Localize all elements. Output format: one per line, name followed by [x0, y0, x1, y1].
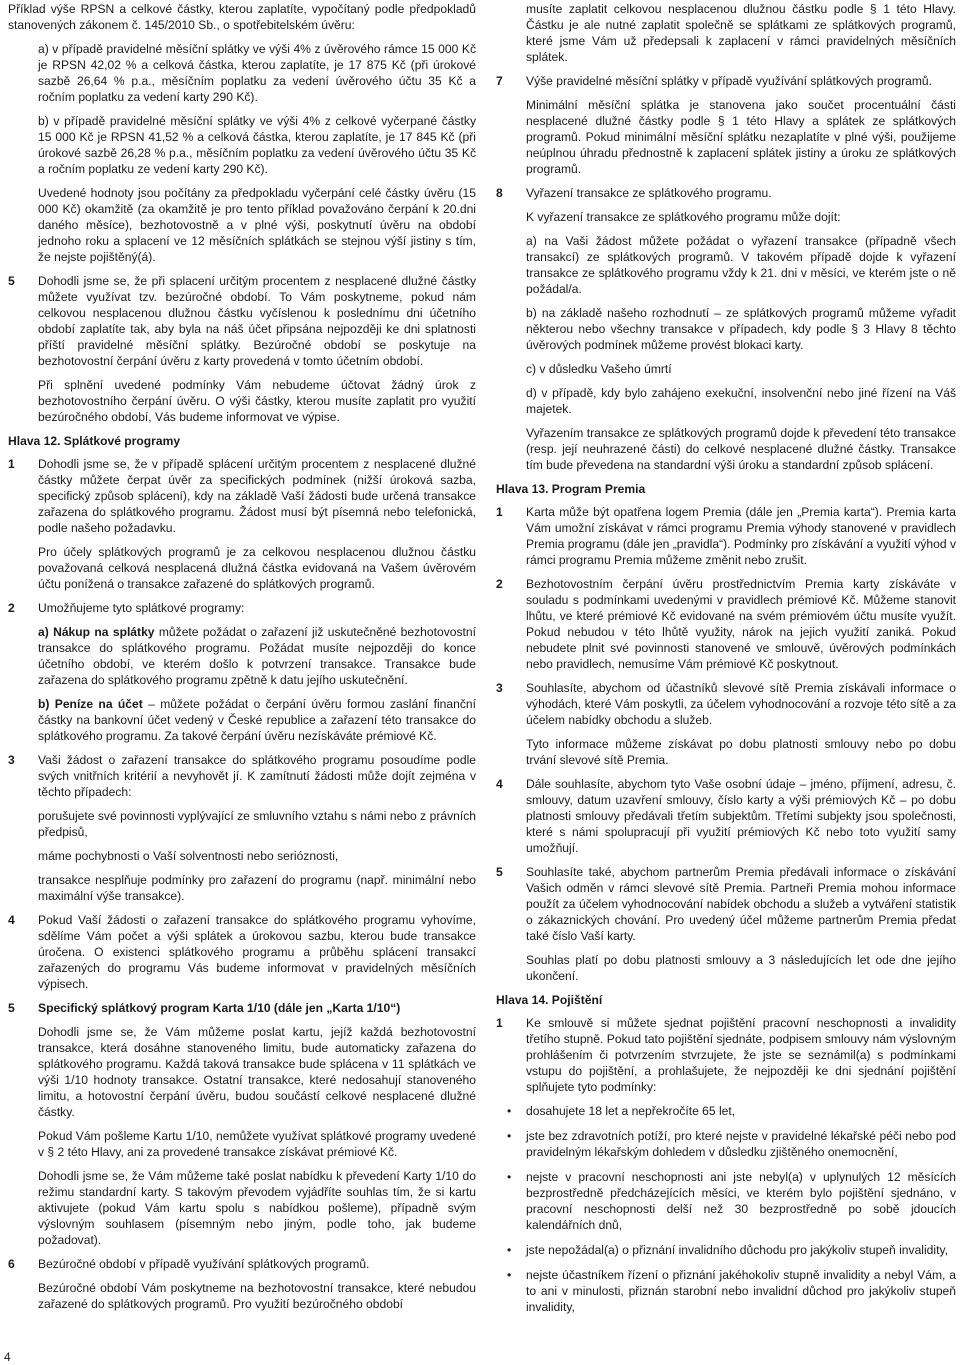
section-3-paragraph: Tyto informace můžeme získávat po dobu platnosti smlouvy nebo po dobu trvání slevové sítě Premia. — [526, 737, 956, 767]
h13-section-1 — [496, 504, 956, 568]
condition-text: jste nepožádal(a) o přiznání invalidního důchodu pro jakýkoliv stupeň invalidity, — [526, 1243, 948, 1257]
section-text: Umožňujeme tyto splátkové programy: — [38, 601, 245, 615]
intro-paragraph: Příklad výše RPSN a celkové částky, kterou zaplatíte, vypočítaný podle předpokladů stanovených zákonem č. 145/2010 Sb., o spotřebitelském úvěru: — [8, 2, 476, 32]
example-b: b) v případě pravidelné měsíční splátky ve výši 4% z celkové vyčerpané částky 15 000 Kč je RPSN 41,52 % a celková částka, kterou zaplatíte, je 17 845 Kč (při úrokové sazbě 26,28 % p.a., měsíčním poplatku za vedení úvěrového účtu 35 Kč a ročním poplatku ze vedení karty 290 Kč). — [38, 114, 476, 176]
chapter-14-heading: Hlava 14. Pojištění — [496, 993, 603, 1007]
condition-text: dosahujete 18 let a nepřekročíte 65 let, — [526, 1104, 736, 1118]
section-number: 1 — [496, 1016, 503, 1030]
rejection-reason: máme pochybnosti o Vaší solventnosti nebo serióznosti, — [38, 849, 339, 863]
section-number: 1 — [496, 505, 503, 519]
section-number: 2 — [496, 577, 503, 591]
values-note: Uvedené hodnoty jsou počítány za předpokladu vyčerpání celé částky úvěru (15 000 Kč) okamžitě (za okamžitě je pro tento příklad považováno čerpání k 20.dni daného měsíce), bezhotovostně a v plné výši, poskytnutí úvěru na období jednoho roku a splacení ve 12 měsíčních splátkách se stejnou výší jistiny s tím, že nejste pojištěný(á). — [38, 186, 476, 264]
section-number: 8 — [496, 186, 503, 200]
h12-section-7 — [496, 73, 956, 89]
right-column — [496, 1, 956, 1324]
section-text: Bezhotovostním čerpání úvěru prostřednictvím Premia karty získáváte v souladu s podmínkami uvedenými v pravidlech prémiové Kč. Můžeme stanovit lhůtu, ve které prémiové Kč evidované na svém prémiovém účtu musíte využít. Pokud nebudou v této lhůtě využity, nárok na jejich využití zaniká. Pokud nebudete plnit své povinnosti stanovené ve smlouvě, úvěrových podmínkách nebo pravidlech, nemusíme Vám prémiové Kč poskytnout. — [526, 577, 956, 671]
condition-text: jste bez zdravotních potíží, pro které nejste v pravidelné lékařské péči nebo pod pravidelným lékařským dohledem v důsledku zjištěného onemocnění, — [526, 1129, 956, 1159]
h12-section-2 — [8, 600, 476, 616]
program-a — [8, 624, 476, 688]
section-number: 5 — [496, 865, 503, 879]
section-text: Dohodli jsme se, že při splacení určitým procentem z nesplacené dlužné částky můžete využívat tzv. bezúročné období. To Vám poskytneme, pokud nám celkovou nesplacenou dlužnou částku vyčíslenou k poslednímu dni účetního období zaplatíte tak, aby byla na náš účet připsána nejpozději ke dni splatnosti příští pravidelné měsíční splátky. Bezúročné období se poskytuje na bezhotovostní čerpání úvěru z karty provedená v tomto účetním období. — [38, 274, 476, 368]
removal-case: b) na základě našeho rozhodnutí – ze splátkových programů můžeme vyřadit některou nebo všechny transakce v případech, kdy podle § 3 Hlavy 8 těchto úvěrových podmínek můžeme provést blokaci karty. — [526, 306, 956, 352]
h13-section-3 — [496, 680, 956, 728]
condition-item — [496, 1128, 956, 1160]
bullet-icon: • — [507, 1129, 512, 1143]
section-7-paragraph: Minimální měsíční splátka je stanovena jako součet procentuální části nesplacené dlužné částky podle § 1 této Hlavy a splátek ze splátkových programů. Pokud minimální měsíční splátku nezaplatíte v plné výši, použijeme neúplnou úhradu přednostně k zaplacení splátek jistiny a úroku ze splátkových programů. — [526, 98, 956, 176]
section-8-paragraph: K vyřazení transakce ze splátkového programu může dojít: — [526, 210, 841, 224]
removal-case: a) na Vaši žádost můžete požádat o vyřazení transakce (případně všech transakcí) ze splátkových programů. V takovém případě dojde k vyřazení transakce ze splátkového programu vždy k 21. dni v měsíci, ve kterém jste o ně požádal/a. — [526, 234, 956, 296]
h12-section-6 — [8, 1256, 476, 1272]
h12-section-1 — [8, 456, 476, 536]
section-5-paragraph: Při splnění uvedené podmínky Vám nebudeme účtovat žádný úrok z bezhotovostního čerpání úvěru. O výši částky, kterou musíte zaplatit pro využití bezúročného období, Vás budeme informovat ve výpise. — [38, 378, 476, 424]
karta-paragraph: Dohodli jsme se, že Vám můžeme poslat kartu, jejíž každá bezhotovostní transakce, která dosáhne stanoveného limitu, bude automaticky zařazena do splátkového programu. Každá taková transakce bude splácena v 11 splátkách ve výši 1/10 hodnoty transakce. Ostatní transakce, které nedosahují stanoveného limitu, a hotovostní čerpání úvěru, budou součástí celkové nesplacené dlužné částky. — [38, 1025, 476, 1119]
section-number: 5 — [8, 274, 15, 288]
h12-section-1-paragraph: Pro účely splátkových programů je za celkovou nesplacenou dlužnou částku považovaná celková nesplacená dlužná částka evidovaná na Vašem úvěrovém účtu ponížená o transakce zařazené do splátkových programů. — [38, 545, 476, 591]
karta-paragraph: Dohodli jsme se, že Vám můžeme také poslat nabídku k převedení Karty 1/10 do režimu standardní karty. S takovým převodem vyjádříte souhlas tím, že si kartu aktivujete (pokud Vám kartu spolu s nabídkou pošleme), případně svým výslovným souhlasem (písemným nebo jiným, podle toho, jak budeme požadovat). — [38, 1169, 476, 1247]
program-b-text: – můžete požádat o čerpání úvěru formou zaslání finanční částky na bankovní účet vedený v České republice a zařazení této transakce do splátkového programu. Za takové čerpání úvěru nezískáváte prémiové Kč. — [38, 697, 476, 743]
h12-section-4 — [8, 912, 476, 992]
program-b — [8, 696, 476, 744]
chapter-13-heading: Hlava 13. Program Premia — [496, 482, 646, 496]
condition-text: nejste v pracovní neschopnosti ani jste nebyl(a) v uplynulých 12 měsících bezprostředně předcházejících měsíci, ve kterém bylo pojištění sjednáno, v pracovní neschopnosti delší než 30 bezprostředně po sobě jdoucích kalendářních dnů, — [526, 1170, 956, 1232]
section-6-paragraph: Bezúročné období Vám poskytneme na bezhotovostní transakce, které nebudou zařazené do splátkových programů. Pro využití bezúročného období — [38, 1281, 476, 1311]
program-b-title: b) Peníze na účet — [38, 697, 143, 711]
condition-item — [496, 1103, 956, 1119]
h12-section-3 — [8, 752, 476, 800]
h13-section-2 — [496, 576, 956, 672]
section-text: Dohodli jsme se, že v případě splácení určitým procentem z nesplacené dlužné částky můžete čerpat úvěr za specifických podmínek (nižší úroková sazba, specifický způsob splácení), kdy na základě Vaší žádosti bude určená transakce zařazena do splátkového programu. Žádost musí být písemná nebo telefonická, podle našeho požadavku. — [38, 457, 476, 535]
bullet-icon: • — [507, 1268, 512, 1282]
section-number: 3 — [496, 681, 503, 695]
section-5-paragraph: Souhlas platí po dobu platnosti smlouvy a 3 následujících let ode dne jejího ukončení. — [526, 953, 956, 983]
section-number: 4 — [496, 777, 503, 791]
section-text: Vaši žádost o zařazení transakce do splátkového programu posoudíme podle svých vnitřních kritérií a nevyhovět jí. K zamítnutí žádosti může dojít zejména v těchto případech: — [38, 753, 476, 799]
bullet-icon: • — [507, 1170, 512, 1184]
section-text: Vyřazení transakce ze splátkového programu. — [526, 186, 772, 200]
bullet-icon: • — [507, 1243, 512, 1257]
section-8-closing: Vyřazením transakce ze splátkových programů dojde k převedení této transakce (resp. její neuhrazené části) do celkové nesplacené dlužné částky. Transakce tím bude převedena na standardní výši úroku a standardní způsob splácení. — [526, 426, 956, 472]
h12-section-5 — [8, 1000, 476, 1016]
program-a-text: můžete požádat o zařazení již uskutečněné bezhotovostní transakce do splátkového programu. Požádat musíte nejpozději do konce účetního období, ve kterém došlo k potvrzení transakce. Transakce bude zařazena do splátkového programu zpětně k datu jejího uskutečnění. — [38, 625, 476, 687]
section-number: 4 — [8, 913, 15, 927]
rejection-reason: transakce nesplňuje podmínky pro zařazení do programu (např. minimální nebo maximální výše transakce). — [38, 873, 476, 903]
h12-section-8 — [496, 185, 956, 201]
continued-paragraph: musíte zaplatit celkovou nesplacenou dlužnou částku podle § 1 této Hlavy. Částku je ale nutné zaplatit společně se splátkami ze splátkových programů, které jsme Vám už předepsali k zaplacení v rámci pravidelných měsíčních splátek. — [526, 2, 956, 64]
section-number: 2 — [8, 601, 15, 615]
section-text: Karta může být opatřena logem Premia (dále jen „Premia karta“). Premia karta Vám umožní získávat v rámci programu Premia výhody stanovené v pravidlech Premia programu (dále jen „pravidla“). Podmínky pro získávání a využití výhod v rámci programu Premia můžeme změnit nebo zrušit. — [526, 505, 956, 567]
section-number: 6 — [8, 1257, 15, 1271]
section-text: Bezúročné období v případě využívání splátkových programů. — [38, 1257, 370, 1271]
page-number: 4 — [4, 1350, 11, 1364]
condition-item — [496, 1169, 956, 1233]
section-number: 3 — [8, 753, 15, 767]
section-title: Specifický splátkový program Karta 1/10 (dále jen „Karta 1/10“) — [38, 1001, 401, 1015]
condition-item — [496, 1267, 956, 1315]
condition-item — [496, 1242, 956, 1258]
karta-paragraph: Pokud Vám pošleme Kartu 1/10, nemůžete využívat splátkové programy uvedené v § 2 této Hlavy, ani za provedené transakce získávat prémiové Kč. — [38, 1129, 476, 1159]
left-column — [8, 1, 476, 1320]
section-text: Pokud Vaší žádosti o zařazení transakce do splátkového programu vyhovíme, sdělíme Vám počet a výši splátek a úrokovou sazbu, kterou bude transakce úročena. O existenci splátkového programu a průběhu splácení transakcí zařazených do programu Vás budeme informovat v pravidelných měsíčních výpisech. — [38, 913, 476, 991]
section-text: Souhlasíte, abychom od účastníků slevové sítě Premia získávali informace o výhodách, které Vám poskytli, za účelem vyhodnocování a rozvoje této sítě a za účelem nabídky obchodu a služeb. — [526, 681, 956, 727]
removal-case: d) v případě, kdy bylo zahájeno exekuční, insolvenční nebo jiné řízení na Váš majetek. — [526, 386, 956, 416]
h14-section-1 — [496, 1015, 956, 1095]
removal-case: c) v důsledku Vašeho úmrtí — [526, 362, 672, 376]
rejection-reason: porušujete své povinnosti vyplývající ze smluvního vztahu s námi nebo z právních předpisů, — [38, 809, 476, 839]
section-number: 1 — [8, 457, 15, 471]
h13-section-5 — [496, 864, 956, 944]
bullet-icon: • — [507, 1104, 512, 1118]
h13-section-4 — [496, 776, 956, 856]
section-text: Ke smlouvě si můžete sjednat pojištění pracovní neschopnosti a invalidity třetího stupně. Pokud tato pojištění sjednáte, podpisem smlouvy nám výslovným prohlášením či potvrzením stvrzujete, že jste se seznámil(a) s podmínkami vstupu do pojištění, a prohlašujete, že nejpozději ke dni sjednání pojištění splňujete tyto podmínky: — [526, 1016, 956, 1094]
example-a: a) v případě pravidelné měsíční splátky ve výši 4% z úvěrového rámce 15 000 Kč je RPSN 42,02 % a celková částka, kterou zaplatíte, je 17 875 Kč (při úrokové sazbě 26,64 % p.a., měsíčním poplatku za vedení úvěrového účtu 35 Kč a ročním poplatku za vedení karty 290 Kč). — [38, 42, 476, 104]
section-text: Dále souhlasíte, abychom tyto Vaše osobní údaje – jméno, příjmení, adresu, č. smlouvy, datum uzavření smlouvy, číslo karty a výši prémiových Kč – po dobu platnosti smlouvy předávali třetím subjektům. Třetími subjekty jsou společnosti, které s námi spolupracují při využití prémiových Kč nebo toto využití samy umožňují. — [526, 777, 956, 855]
section-text: Výše pravidelné měsíční splátky v případě využívání splátkových programů. — [526, 74, 933, 88]
section-number: 5 — [8, 1001, 15, 1015]
section-number: 7 — [496, 74, 503, 88]
section-5 — [8, 273, 476, 369]
condition-text: nejste účastníkem řízení o přiznání jakéhokoliv stupně invalidity a nebyl Vám, a to ani v minulosti, přiznán starobní nebo invalidní důchod pro jakýkoliv stupeň invalidity, — [526, 1268, 956, 1314]
program-a-title: a) Nákup na splátky — [38, 625, 155, 639]
section-text: Souhlasíte také, abychom partnerům Premia předávali informace o získávání Vašich odměn v rámci slevové sítě Premia. Partneři Premia mohou informace použít za účelem vyhodnocování nabídek obchodu a služeb a vytváření statistik o zákaznických chování. Pro uvedený účel můžeme partnerům Premia předat také číslo Vaší karty. — [526, 865, 956, 943]
chapter-12-heading: Hlava 12. Splátkové programy — [8, 434, 181, 448]
